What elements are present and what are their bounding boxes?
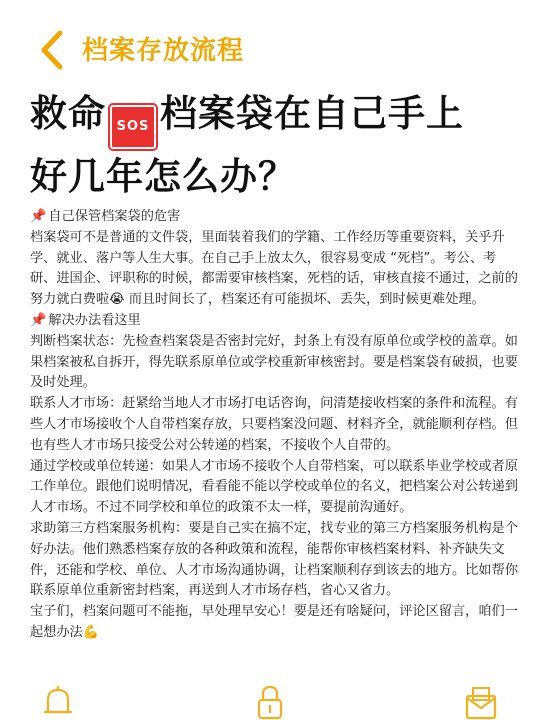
nav-title: 档案存放流程 (82, 36, 245, 66)
paragraph-third-party: 求助第三方档案服务机构：要是自己实在搞不定，找专业的第三方档案服务机构是个好办法。他们熟悉档案存放的各种政策和流程，能帮你审核档案材料、补齐缺失文件，还能和学校、单位、人才市场沟通协调，让档案顺利存到该去的地方。比如帮你联系原单位重新密封档案，再送到人才市场存档，省心又省力。 (30, 520, 518, 599)
lock-icon (254, 684, 286, 720)
page-headline (30, 86, 520, 205)
paragraph-text: 而且时间长了，档案还有可能损坏、丢失，到时候更难处理。 (124, 292, 485, 308)
flexed-biceps-icon: 💪 (82, 624, 100, 640)
paragraph-dangers (30, 228, 518, 311)
headline-text-b: 档案袋在自己手上 (160, 92, 464, 135)
article-body (30, 207, 518, 644)
top-nav-bar (0, 0, 540, 86)
headline-text-a: 救命 (30, 92, 106, 135)
crying-face-icon: 😭 (109, 292, 125, 308)
pushpin-icon: 📌 (30, 312, 47, 328)
headline-line-1 (30, 86, 520, 149)
section-title-1: 自己保管档案袋的危害 (48, 209, 181, 224)
paragraph-school-transfer: 通过学校或单位转递：如果人才市场不接收个人自带档案，可以联系毕业学校或者原工作单位。跟他们说明情况，看看能不能以学校或单位的名义，把档案公对公转递到人才市场。不过不同学校和单位的政策不太一样，要提前沟通好。 (30, 458, 518, 516)
sos-icon: SOS (110, 105, 156, 149)
paragraph-check-status: 判断档案状态：先检查档案袋是否密封完好，封条上有没有原单位或学校的盖章。如果档案被私自拆开，得先联系原单位或学校重新审核密封。要是档案袋有破损，也要及时处理。 (30, 333, 518, 391)
paragraph-talent-market: 联系人才市场：赶紧给当地人才市场打电话咨询，问清楚接收档案的条件和流程。有些人才市场接收个人自带档案存放，只要档案没问题、材料齐全，就能顺利存档。但也有些人才市场只接受公对公转递的档案，不接收个人自带的。 (30, 396, 518, 453)
paragraph-text: 宝子们，档案问题可不能拖，早处理早安心！要是还有啥疑问，评论区留言，咱们一起想办法 (30, 604, 518, 640)
section-title-2: 解决办法看这里 (48, 312, 141, 328)
bell-icon (42, 684, 74, 720)
section-heading-solutions (30, 311, 518, 332)
chevron-left-icon[interactable] (38, 28, 68, 72)
mail-icon (464, 684, 498, 720)
paragraph-closing (30, 602, 518, 644)
headline-line-2: 好几年怎么办？ (30, 155, 296, 198)
paragraph-text: 档案袋可不是普通的文件袋，里面装着我们的学籍、工作经历等重要资料，关乎升学、就业、落户等人生大事。在自己手上放太久，很容易变成 “死档”。考公、考研、进国企、评职称的时候，都需要审核档案，死档的话，审核直接不通过，之前的努力就白费啦 (30, 229, 518, 308)
footer-icons (0, 684, 540, 720)
section-heading-dangers (30, 207, 518, 228)
pushpin-icon: 📌 (30, 209, 47, 224)
